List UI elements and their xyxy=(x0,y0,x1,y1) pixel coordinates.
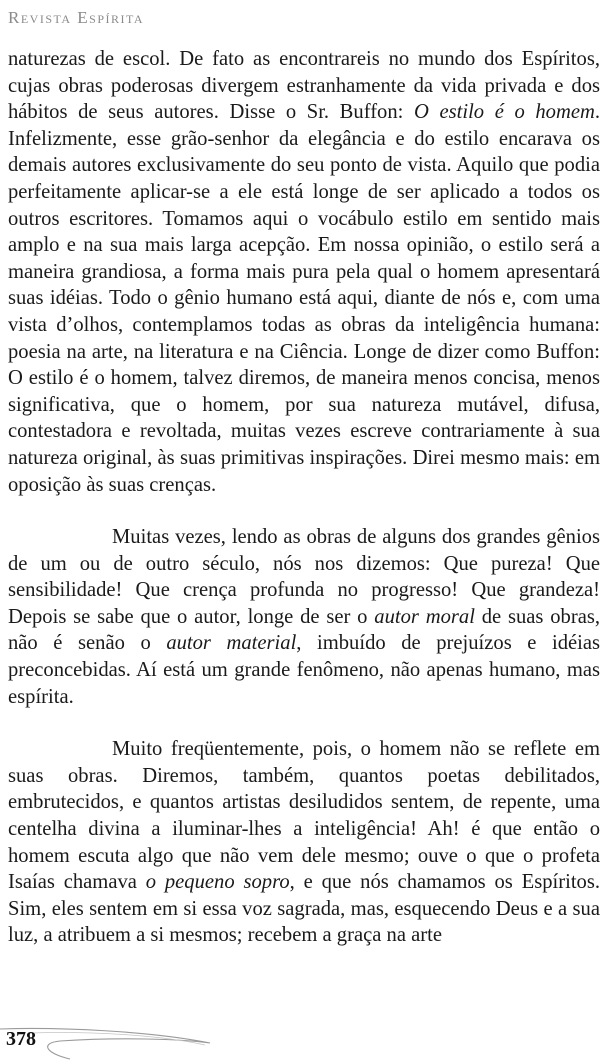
text-run: , e que nós chamamos os Espíritos. Sim, eles sentem em si essa voz sagrada, mas, esquecendo Deus e a sua luz, a atribuem a si mesmos; recebem a graça na arte xyxy=(8,871,600,947)
text-run: Muitas vezes, lendo as obras de alguns dos grandes gênios de um ou de outro século, nós nos dizemos: Que pureza! Que sensibilidade! Que crença profunda no progresso! Que grandeza! Depois se sabe que o autor, longe de ser o xyxy=(8,526,600,628)
text-run: de suas obras, não é senão o xyxy=(8,605,601,655)
italic-run: autor material xyxy=(166,632,297,655)
body-text xyxy=(8,46,600,949)
page-number: 378 xyxy=(6,1028,36,1050)
paragraph xyxy=(8,46,600,498)
italic-run: o pequeno sopro xyxy=(145,871,290,894)
paragraph xyxy=(8,524,600,710)
running-header: Revista Espírita xyxy=(8,8,145,27)
text-run: . Infelizmente, esse grão-senhor da elegância e do estilo encarava os demais autores exclusivamente do seu ponto de vista. Aquilo que podia perfeitamente aplicar-se a ele está longe de ser aplicado a todos os outros escritores. Tomamos aqui o vocábulo estilo em sentido mais amplo e na sua mais larga acepção. Em nossa opinião, o estilo será a maneira grandiosa, a forma mais pura pela qual o homem apresentará suas idéias. Todo o gênio humano está aqui, diante de nós e, com uma vista d’olhos, contemplamos todas as obras da inteligência humana: poesia na arte, na literatura e na Ciência. Longe de dizer como Buffon: O estilo é o homem, talvez diremos, de maneira menos concisa, menos significativa, que o homem, por sua natureza mutável, difusa, contestadora e revoltada, muitas vezes escreve contrariamente à sua natureza original, às suas primitivas inspirações. Direi mesmo mais: em oposição às suas crenças. xyxy=(8,101,600,496)
italic-run: autor moral xyxy=(374,605,475,628)
text-run: naturezas de escol. De fato as encontrareis no mundo dos Espíritos, cujas obras poderosas divergem estranhamente da vida privada e dos hábitos de seus autores. Disse o Sr. Buffon: xyxy=(8,48,600,124)
text-run: , imbuído de prejuízos e idéias preconcebidas. Aí está um grande fenômeno, não apenas humano, mas espírita. xyxy=(8,632,601,708)
paragraph xyxy=(8,736,600,949)
text-run: Muito freqüentemente, pois, o homem não se reflete em suas obras. Diremos, também, quantos poetas debilitados, embrutecidos, e quantos artistas desiludidos sentem, de repente, uma centelha divina a iluminar-lhes a inteligência! Ah! é que então o homem escuta algo que não vem dele mesmo; ouve o que o profeta Isaías chamava xyxy=(8,738,600,894)
italic-run: O estilo é o homem xyxy=(413,101,595,124)
